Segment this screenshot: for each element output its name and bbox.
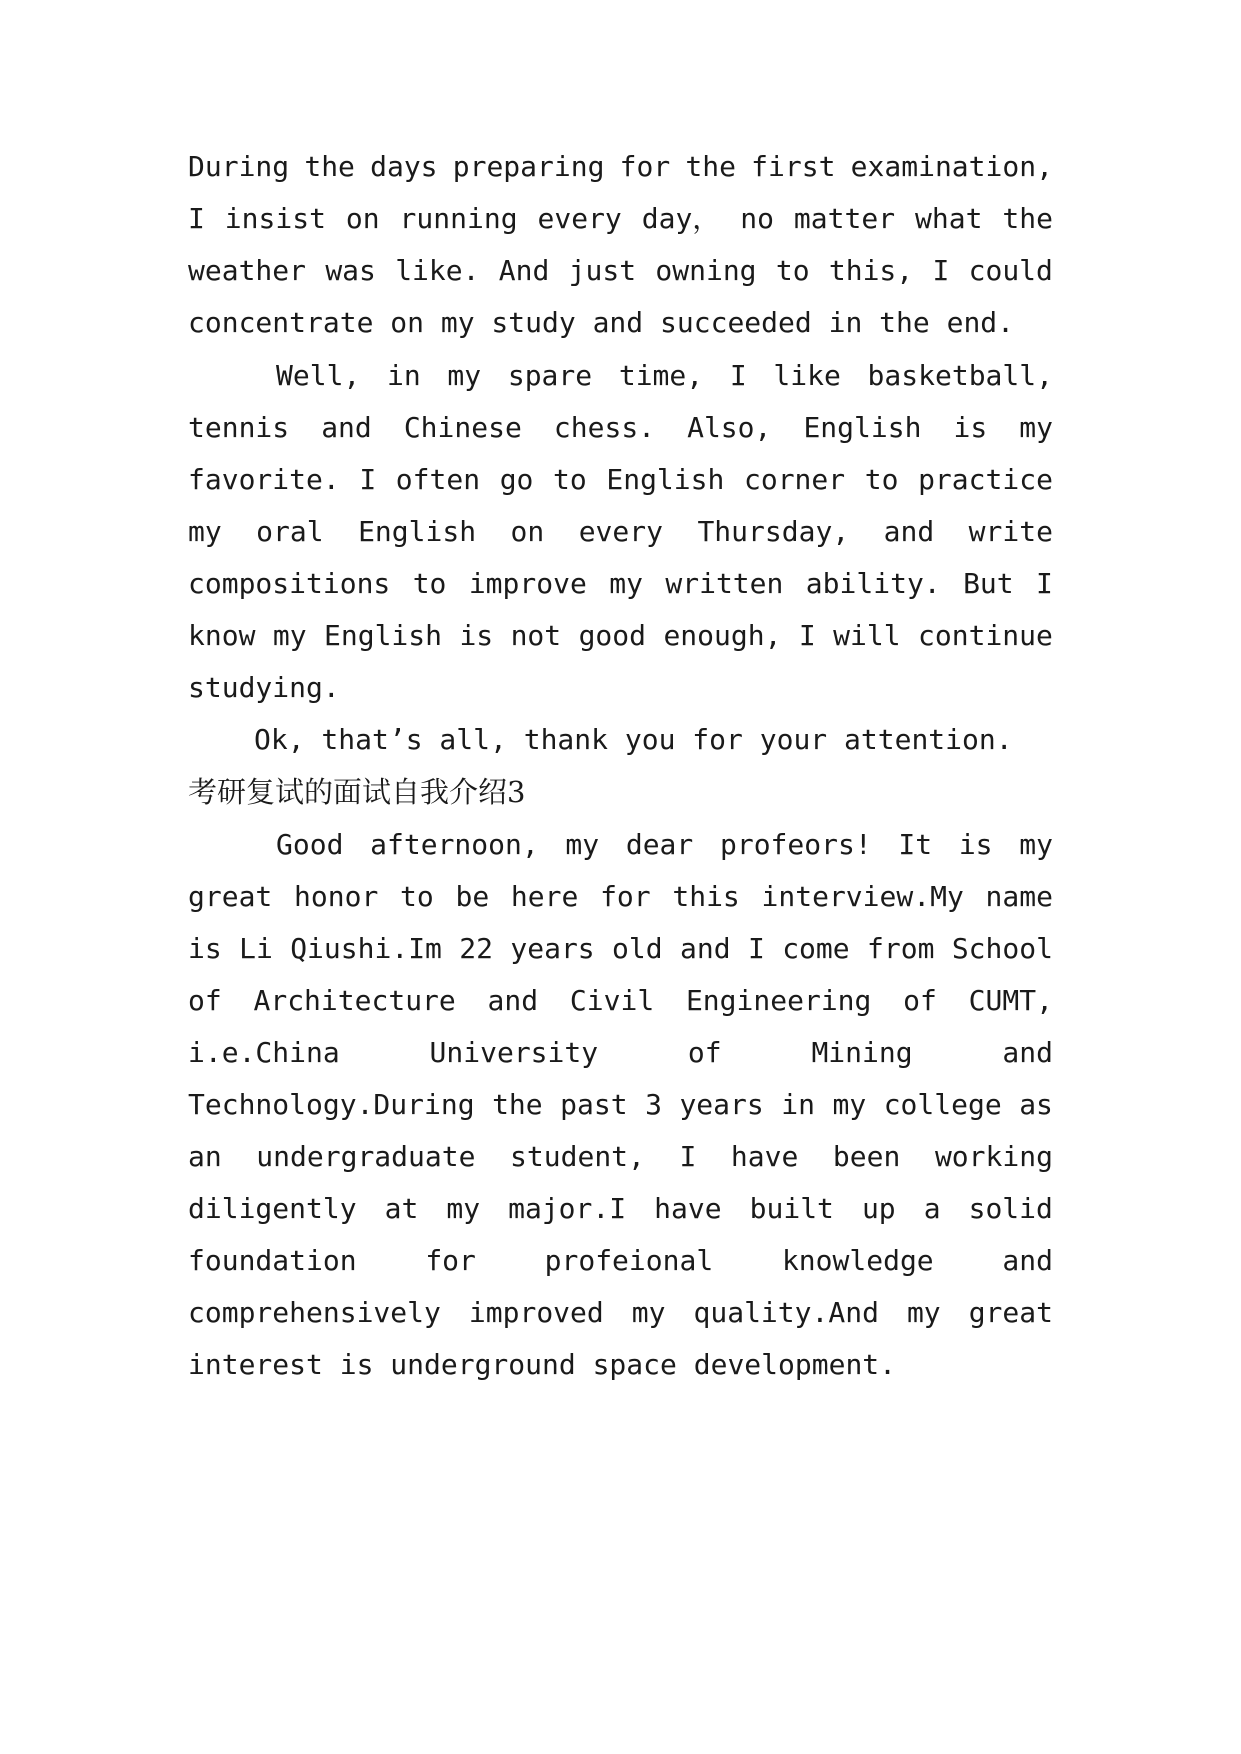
word: will: [833, 619, 901, 652]
word: of: [188, 984, 222, 1017]
text-line: [188, 515, 1053, 549]
word: favorite.: [188, 463, 340, 496]
text-line: [188, 567, 1053, 601]
word: great: [188, 880, 273, 913]
word: I: [729, 359, 747, 392]
text-line: concentrate on my study and succeeded in the end.: [188, 306, 1015, 339]
word: It: [898, 828, 933, 861]
word: to: [400, 880, 434, 913]
text-line: [276, 828, 1053, 862]
word: written: [665, 567, 784, 600]
word: I: [359, 463, 377, 496]
word: Civil: [569, 984, 655, 1017]
word: college: [883, 1088, 1002, 1121]
word: like: [773, 359, 841, 392]
word: is: [188, 932, 222, 965]
word: I: [1036, 567, 1053, 600]
word: is: [958, 828, 993, 861]
word: honor: [294, 880, 379, 913]
word: been: [832, 1140, 901, 1173]
word: English: [324, 619, 443, 652]
word: knowledge: [781, 1244, 934, 1277]
word: years: [679, 1088, 764, 1121]
text-line: interest is underground space development.: [188, 1348, 897, 1381]
word: Engineering: [685, 984, 872, 1017]
text-line: [188, 463, 1053, 497]
word: English: [803, 411, 922, 444]
word: and: [321, 411, 372, 444]
word: my: [565, 828, 600, 861]
word: i.e.China: [188, 1036, 340, 1069]
word: and: [1002, 1244, 1053, 1277]
word: up: [861, 1192, 896, 1225]
word: on: [510, 515, 545, 548]
word: is: [459, 619, 494, 652]
text-line: [188, 1192, 1053, 1226]
word: Also,: [687, 411, 772, 444]
word: English: [606, 463, 725, 496]
text-line: [188, 1244, 1053, 1278]
word: of: [687, 1036, 722, 1069]
word: of: [903, 984, 937, 1017]
word: foundation: [188, 1244, 357, 1277]
word: basketball,: [867, 359, 1053, 392]
word: major.I: [508, 1192, 627, 1225]
word: the: [492, 1088, 543, 1121]
word: to: [775, 254, 810, 287]
text-line: [188, 202, 1053, 236]
word: my: [446, 1192, 481, 1225]
word: like.: [395, 254, 480, 287]
text-line: [188, 1036, 1053, 1070]
word: chess.: [553, 411, 656, 444]
word: for: [425, 1244, 476, 1277]
word: time,: [618, 359, 704, 392]
word: my: [188, 515, 222, 548]
word: quality.And: [693, 1296, 879, 1329]
word: good: [578, 619, 647, 652]
word: is: [953, 411, 988, 444]
word: I: [798, 619, 816, 652]
text-line: [188, 1296, 1053, 1330]
word: my: [447, 359, 482, 392]
word: 22: [459, 932, 493, 965]
word: here: [510, 880, 579, 913]
word: Chinese: [403, 411, 522, 444]
word: my: [272, 619, 307, 652]
word: was: [325, 254, 376, 287]
word: years: [510, 932, 595, 965]
word: University: [429, 1036, 599, 1069]
word: at: [384, 1192, 419, 1225]
word: built: [749, 1192, 834, 1225]
word: Li: [239, 932, 273, 965]
word: in: [781, 1088, 815, 1121]
word: my: [906, 1296, 941, 1329]
word: on: [345, 202, 380, 235]
word: diligently: [188, 1192, 357, 1225]
word: enough,: [663, 619, 782, 652]
word: I: [932, 254, 950, 287]
word: And: [498, 254, 550, 287]
text-line: [188, 254, 1053, 288]
word: tennis: [188, 411, 290, 444]
word: my: [609, 567, 643, 600]
text-line: [188, 1140, 1053, 1174]
word: weather: [188, 254, 307, 287]
text-line: [188, 619, 1053, 653]
word: and: [487, 984, 539, 1017]
word: I: [747, 932, 765, 965]
word: owning: [655, 254, 757, 287]
word: improved: [468, 1296, 604, 1329]
word: days: [370, 150, 438, 183]
word: go: [499, 463, 534, 496]
word: the: [685, 150, 736, 183]
word: the: [304, 150, 355, 183]
word: write: [968, 515, 1053, 548]
word: a: [923, 1192, 941, 1225]
word: my: [631, 1296, 666, 1329]
word: come: [782, 932, 850, 965]
word: compositions: [188, 567, 391, 600]
word: running: [399, 202, 518, 235]
section-heading: 考研复试的面试自我介绍3: [188, 775, 526, 809]
word: have: [654, 1192, 722, 1225]
word: Qiushi.Im: [290, 932, 442, 965]
word: not: [510, 619, 562, 652]
word: Thursday,: [697, 515, 850, 548]
word: to: [553, 463, 587, 496]
word: great: [968, 1296, 1053, 1329]
word: and: [680, 932, 731, 965]
word: Technology.During: [188, 1088, 475, 1121]
word: continue: [918, 619, 1053, 652]
word: dear: [625, 828, 694, 861]
word: comprehensively: [188, 1296, 441, 1329]
word: and: [1002, 1036, 1053, 1069]
word: from: [867, 932, 935, 965]
word: my: [1019, 411, 1053, 444]
word: Mining: [811, 1036, 913, 1069]
word: interview.My: [761, 880, 964, 913]
text-line: [188, 932, 1053, 966]
word: this,: [828, 254, 914, 287]
word: to: [412, 567, 447, 600]
word: During: [188, 150, 290, 183]
word: 3: [645, 1088, 662, 1121]
word: afternoon,: [370, 828, 539, 861]
word: examination,: [850, 150, 1053, 183]
word: School: [951, 932, 1053, 965]
word: practice: [918, 463, 1053, 496]
text-line: [188, 984, 1053, 1018]
word: English: [358, 515, 477, 548]
word: working: [934, 1140, 1053, 1173]
word: the: [1002, 202, 1053, 235]
word: my: [832, 1088, 867, 1121]
word: no: [740, 202, 774, 235]
word: first: [751, 150, 836, 183]
word: in: [387, 359, 421, 392]
word: solid: [968, 1192, 1053, 1225]
word: Good: [276, 828, 344, 861]
word: as: [1019, 1088, 1053, 1121]
text-line: [188, 880, 1053, 914]
word: spare: [507, 359, 593, 392]
word: day，: [641, 202, 721, 235]
word: But: [963, 567, 1014, 600]
word: profeors!: [719, 828, 872, 861]
word: every: [578, 515, 663, 548]
word: for: [619, 150, 671, 183]
word: for: [600, 880, 651, 913]
word: preparing: [452, 150, 605, 183]
word: oral: [256, 515, 324, 548]
word: ability.: [805, 567, 941, 600]
word: student,: [510, 1140, 645, 1173]
word: I: [188, 202, 205, 235]
word: my: [1019, 828, 1053, 861]
word: improve: [468, 567, 587, 600]
word: Architecture: [253, 984, 456, 1017]
word: insist: [224, 202, 326, 235]
word: undergraduate: [256, 1140, 476, 1173]
text-line: [188, 1088, 1053, 1122]
text-line: Ok, that’s all, thank you for your attention.: [254, 723, 1013, 756]
word: old: [612, 932, 663, 965]
word: past: [560, 1088, 628, 1121]
word: often: [395, 463, 481, 496]
word: know: [188, 619, 256, 652]
word: could: [968, 254, 1053, 287]
word: corner: [743, 463, 846, 496]
word: be: [455, 880, 490, 913]
word: profeional: [544, 1244, 714, 1277]
text-line: studying.: [188, 671, 340, 704]
word: just: [568, 254, 637, 287]
word: every: [537, 202, 622, 235]
word: CUMT,: [968, 984, 1053, 1017]
word: what: [915, 202, 983, 235]
text-line: [188, 411, 1053, 445]
text-line: [276, 359, 1053, 393]
word: and: [883, 515, 935, 548]
word: Well,: [276, 359, 361, 392]
word: this: [672, 880, 740, 913]
word: an: [188, 1140, 222, 1173]
word: I: [679, 1140, 697, 1173]
word: have: [730, 1140, 799, 1173]
word: name: [985, 880, 1053, 913]
text-line: [188, 150, 1053, 184]
word: to: [864, 463, 899, 496]
word: matter: [793, 202, 896, 235]
